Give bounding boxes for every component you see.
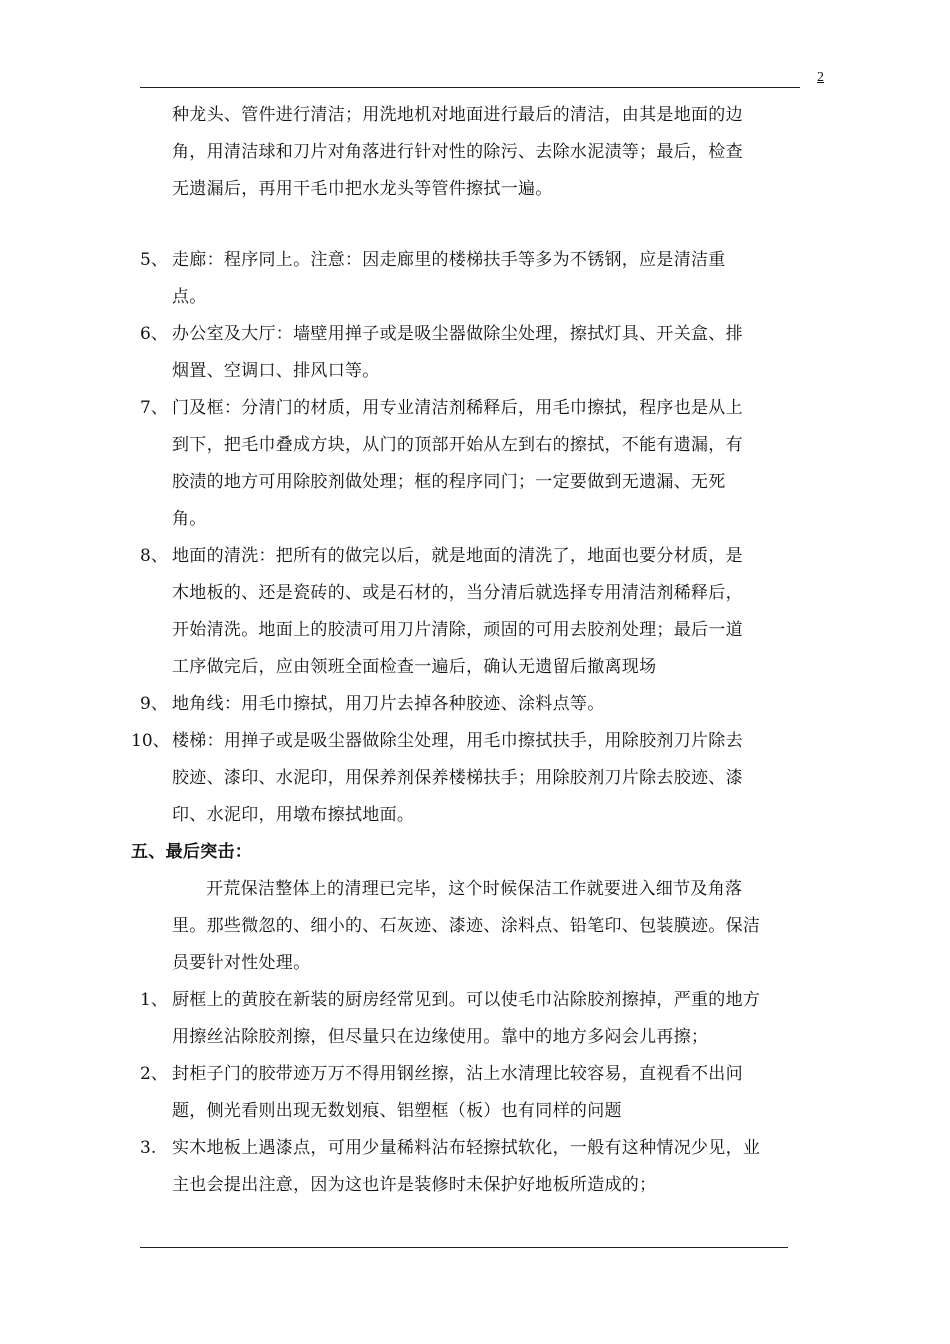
body-line: 种龙头、管件进行清洁；用洗地机对地面进行最后的清洁，由其是地面的边: [172, 105, 743, 125]
header-rule: [140, 87, 800, 88]
list-item-line: 门及框：分清门的材质，用专业清洁剂稀释后，用毛巾擦拭，程序也是从上: [172, 398, 743, 418]
body-line: 角，用清洁球和刀片对角落进行针对性的除污、去除水泥渍等；最后，检查: [172, 142, 743, 162]
list-item-number: 10、: [131, 731, 170, 751]
list-item-line: 主也会提出注意，因为这也许是装修时未保护好地板所造成的；: [172, 1175, 657, 1195]
list-item-line: 题，侧光看则出现无数划痕、铝塑框（板）也有同样的问题: [172, 1101, 622, 1121]
list-item-line: 角。: [172, 509, 207, 529]
list-item-line: 工序做完后，应由领班全面检查一遍后，确认无遗留后撤离现场: [172, 657, 657, 677]
list-item-line: 实木地板上遇漆点，可用少量稀料沾布轻擦拭软化，一般有这种情况少见，业: [172, 1138, 761, 1158]
list-item-line: 地角线：用毛巾擦拭，用刀片去掉各种胶迹、涂料点等。: [172, 694, 605, 714]
body-line: 无遗漏后，再用干毛巾把水龙头等管件擦拭一遍。: [172, 179, 553, 199]
list-item-line: 印、水泥印，用墩布擦拭地面。: [172, 805, 415, 825]
paragraph-line: 开荒保洁整体上的清理已完毕，这个时候保洁工作就要进入细节及角落: [206, 879, 743, 899]
list-item-line: 胶迹、漆印、水泥印，用保养剂保养楼梯扶手；用除胶剂刀片除去胶迹、漆: [172, 768, 743, 788]
list-item-number: 9、: [140, 694, 168, 714]
list-item-number: 6、: [140, 324, 168, 344]
list-item-number: 3.: [140, 1138, 157, 1158]
footer-rule: [140, 1247, 788, 1248]
section-heading: 五、最后突击：: [131, 842, 253, 862]
list-item-line: 楼梯：用掸子或是吸尘器做除尘处理，用毛巾擦拭扶手，用除胶剂刀片除去: [172, 731, 743, 751]
page-number: 2: [817, 70, 824, 85]
list-item-line: 烟置、空调口、排风口等。: [172, 361, 380, 381]
list-item-number: 8、: [140, 546, 168, 566]
list-item-number: 1、: [140, 990, 168, 1010]
list-item-line: 封柜子门的胶带迹万万不得用钢丝擦，沾上水清理比较容易，直视看不出问: [172, 1064, 743, 1084]
list-item-line: 到下，把毛巾叠成方块，从门的顶部开始从左到右的擦拭，不能有遗漏，有: [172, 435, 743, 455]
list-item-line: 胶渍的地方可用除胶剂做处理；框的程序同门；一定要做到无遗漏、无死: [172, 472, 726, 492]
paragraph-line: 员要针对性处理。: [172, 953, 311, 973]
list-item-number: 7、: [140, 398, 168, 418]
list-item-line: 地面的清洗：把所有的做完以后，就是地面的清洗了，地面也要分材质，是: [172, 546, 743, 566]
list-item-line: 点。: [172, 287, 207, 307]
list-item-line: 开始清洗。地面上的胶渍可用刀片清除，顽固的可用去胶剂处理；最后一道: [172, 620, 743, 640]
list-item-line: 木地板的、还是瓷砖的、或是石材的，当分清后就选择专用清洁剂稀释后，: [172, 583, 743, 603]
list-item-line: 走廊：程序同上。注意：因走廊里的楼梯扶手等多为不锈钢，应是清洁重: [172, 250, 726, 270]
list-item-number: 5、: [140, 250, 168, 270]
list-item-number: 2、: [140, 1064, 168, 1084]
list-item-line: 办公室及大厅：墙壁用掸子或是吸尘器做除尘处理，擦拭灯具、开关盒、排: [172, 324, 743, 344]
list-item-line: 用擦丝沾除胶剂擦，但尽量只在边缘使用。靠中的地方多闷会儿再擦；: [172, 1027, 709, 1047]
list-item-line: 厨框上的黄胶在新装的厨房经常见到。可以使毛巾沾除胶剂擦掉，严重的地方: [172, 990, 761, 1010]
paragraph-line: 里。那些微忽的、细小的、石灰迹、漆迹、涂料点、铅笔印、包装膜迹。保洁: [172, 916, 761, 936]
